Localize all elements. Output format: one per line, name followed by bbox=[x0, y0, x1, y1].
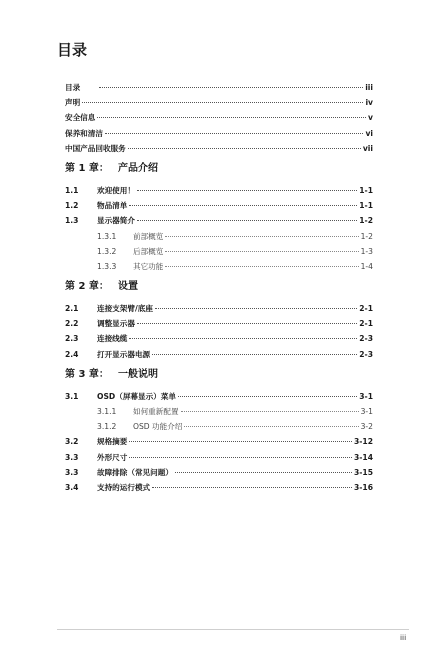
leader-dots bbox=[82, 101, 363, 103]
chapter-heading[interactable] bbox=[65, 279, 373, 295]
toc-entry-label: 调整显示器 bbox=[97, 319, 135, 329]
toc-entry-number: 2.4 bbox=[65, 349, 79, 359]
toc-entry-page: 3-15 bbox=[353, 467, 373, 477]
toc-entry-label: 目录 bbox=[65, 83, 81, 92]
toc-entry-number: 3.3 bbox=[65, 452, 79, 462]
toc-entry-label: 中国产品回收服务 bbox=[65, 143, 126, 153]
toc-entry-page: 3-16 bbox=[353, 482, 373, 492]
toc-section-row[interactable] bbox=[65, 347, 373, 362]
toc-section-row[interactable] bbox=[65, 213, 373, 228]
leader-dots bbox=[128, 147, 361, 149]
toc-entry-page: 1-3 bbox=[360, 246, 373, 256]
toc-entry-page: 2-1 bbox=[359, 319, 373, 329]
toc-entry-label: OSD（屏幕显示）菜单 bbox=[97, 391, 176, 401]
toc-subsection-row[interactable] bbox=[65, 244, 373, 259]
chapter-number: 第 2 章： bbox=[65, 281, 109, 293]
leader-dots bbox=[137, 322, 357, 324]
leader-dots bbox=[155, 307, 357, 309]
toc-entry-page: 3-12 bbox=[353, 437, 373, 447]
leader-dots bbox=[129, 440, 352, 442]
toc-entry-number: 1.3 bbox=[65, 216, 79, 226]
toc-section-row[interactable] bbox=[65, 198, 373, 213]
toc-front-row[interactable] bbox=[65, 126, 373, 141]
toc-entry-page: 3-14 bbox=[353, 452, 373, 462]
chapter-title: 产品介绍 bbox=[118, 162, 158, 174]
toc-subsection-row[interactable] bbox=[65, 259, 373, 274]
toc-entry-number: 3.1.2 bbox=[97, 422, 117, 432]
toc-subsection-row[interactable] bbox=[65, 419, 373, 434]
toc-front-row[interactable] bbox=[65, 110, 373, 125]
toc-entry-label: 显示器简介 bbox=[97, 216, 135, 226]
toc-entry-page: 1-1 bbox=[359, 201, 373, 211]
leader-dots bbox=[152, 353, 357, 355]
toc-entry-label: 故障排除（常见问题） bbox=[97, 467, 173, 477]
toc-entry-label: 连接支架臂/底座 bbox=[97, 304, 153, 314]
toc-entry-number: 1.1 bbox=[65, 185, 79, 195]
leader-dots bbox=[129, 204, 357, 206]
table-of-contents bbox=[65, 80, 373, 495]
leader-dots bbox=[165, 265, 358, 267]
toc-entry-label: 连接线缆 bbox=[97, 334, 128, 344]
page-number: iii bbox=[400, 633, 407, 642]
toc-entry-label: 声明 bbox=[65, 98, 81, 108]
toc-entry-page: vii bbox=[362, 143, 373, 153]
leader-dots bbox=[105, 132, 363, 134]
toc-section-row[interactable] bbox=[65, 316, 373, 331]
toc-section-row[interactable] bbox=[65, 331, 373, 346]
toc-section-row[interactable] bbox=[65, 389, 373, 404]
toc-section-row[interactable] bbox=[65, 465, 373, 480]
toc-entry-label: 规格摘要 bbox=[97, 437, 128, 447]
toc-entry-label: 物品清单 bbox=[97, 201, 128, 211]
toc-entry-label: 其它功能 bbox=[133, 261, 164, 271]
toc-entry-page: 3-2 bbox=[360, 422, 373, 432]
toc-entry-number: 1.3.1 bbox=[97, 231, 117, 241]
toc-front-row[interactable] bbox=[65, 80, 373, 95]
toc-entry-label: 打开显示器电源 bbox=[97, 349, 151, 359]
toc-entry-number: 3.1.1 bbox=[97, 407, 117, 416]
toc-entry-page: 3-1 bbox=[360, 407, 373, 416]
chapter-title: 设置 bbox=[118, 281, 138, 293]
leader-dots bbox=[129, 456, 352, 458]
toc-entry-label: OSD 功能介绍 bbox=[133, 422, 183, 432]
toc-section-row[interactable] bbox=[65, 301, 373, 316]
toc-entry-number: 2.3 bbox=[65, 334, 79, 344]
toc-entry-page: iv bbox=[365, 98, 373, 108]
leader-dots bbox=[184, 425, 358, 427]
toc-front-row[interactable] bbox=[65, 141, 373, 156]
leader-dots bbox=[165, 235, 358, 237]
toc-entry-page: 1-4 bbox=[360, 261, 373, 271]
toc-entry-page: 2-1 bbox=[359, 304, 373, 314]
leader-dots bbox=[99, 86, 363, 88]
toc-entry-label: 外形尺寸 bbox=[97, 452, 128, 462]
toc-entry-label: 后部概览 bbox=[133, 246, 164, 256]
leader-dots bbox=[137, 219, 357, 221]
chapter-heading[interactable] bbox=[65, 161, 373, 177]
leader-dots bbox=[178, 395, 357, 397]
toc-entry-number: 3.2 bbox=[65, 437, 79, 447]
toc-entry-number: 2.1 bbox=[65, 304, 79, 314]
leader-dots bbox=[181, 410, 359, 412]
toc-entry-page: v bbox=[368, 113, 373, 123]
toc-entry-page: 1-1 bbox=[359, 185, 373, 195]
toc-entry-label: 前部概览 bbox=[133, 231, 164, 241]
toc-subsection-row[interactable] bbox=[65, 404, 373, 419]
chapter-number: 第 1 章： bbox=[65, 162, 109, 174]
toc-entry-page: iii bbox=[365, 83, 373, 92]
toc-entry-page: 3-1 bbox=[359, 391, 373, 401]
page-title: 目录 bbox=[57, 41, 88, 59]
leader-dots bbox=[152, 486, 352, 488]
chapter-heading[interactable] bbox=[65, 367, 373, 383]
toc-entry-number: 3.4 bbox=[65, 482, 79, 492]
toc-entry-page: 1-2 bbox=[360, 231, 373, 241]
toc-section-row[interactable] bbox=[65, 434, 373, 449]
toc-entry-label: 如何重新配置 bbox=[133, 407, 179, 416]
toc-entry-page: 2-3 bbox=[359, 349, 373, 359]
toc-entry-label: 保养和清洁 bbox=[65, 128, 103, 138]
leader-dots bbox=[165, 250, 358, 252]
toc-entry-number: 1.3.3 bbox=[97, 261, 117, 271]
toc-section-row[interactable] bbox=[65, 183, 373, 198]
toc-entry-number: 1.3.2 bbox=[97, 246, 117, 256]
toc-entry-number: 1.2 bbox=[65, 201, 79, 211]
toc-entry-page: 1-2 bbox=[359, 216, 373, 226]
toc-section-row[interactable] bbox=[65, 450, 373, 465]
toc-section-row[interactable] bbox=[65, 480, 373, 495]
leader-dots bbox=[137, 189, 357, 191]
toc-entry-page: vi bbox=[365, 128, 373, 138]
leader-dots bbox=[129, 337, 357, 339]
leader-dots bbox=[97, 116, 366, 118]
chapter-title: 一般说明 bbox=[118, 368, 158, 380]
toc-entry-number: 3.1 bbox=[65, 391, 79, 401]
toc-entry-number: 2.2 bbox=[65, 319, 79, 329]
toc-entry-number: 3.3 bbox=[65, 467, 79, 477]
leader-dots bbox=[175, 471, 352, 473]
footer-divider bbox=[57, 629, 409, 630]
toc-entry-label: 安全信息 bbox=[65, 113, 96, 123]
toc-entry-label: 欢迎使用！ bbox=[97, 185, 135, 195]
chapter-number: 第 3 章： bbox=[65, 368, 109, 380]
toc-subsection-row[interactable] bbox=[65, 229, 373, 244]
toc-front-row[interactable] bbox=[65, 95, 373, 110]
toc-entry-page: 2-3 bbox=[359, 334, 373, 344]
toc-entry-label: 支持的运行模式 bbox=[97, 482, 151, 492]
